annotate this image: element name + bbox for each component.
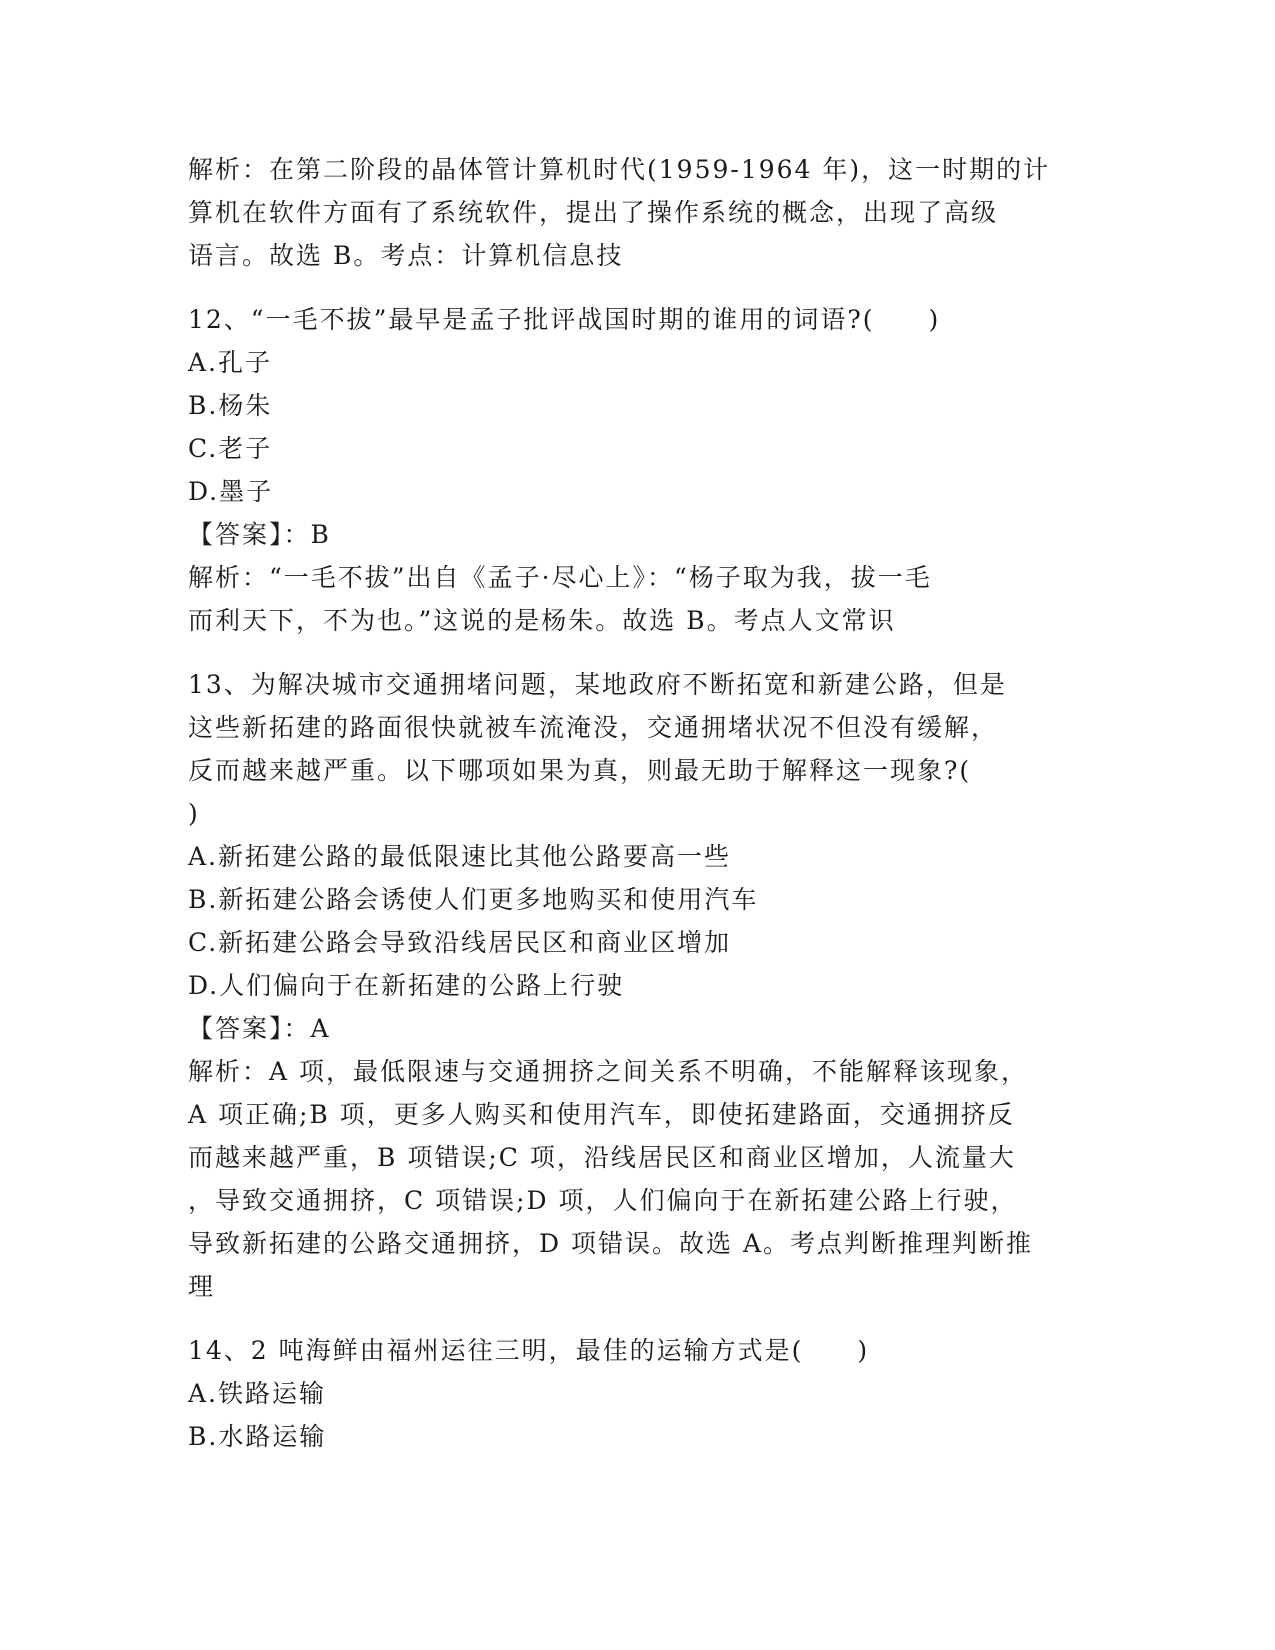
analysis-text: 语言。故选 B。考点：计算机信息技 [188,241,624,270]
option-b: B.水路运输 [188,1422,327,1451]
question-text: 12、“一毛不拔”最早是孟子批评战国时期的谁用的词语?( ) [188,305,941,334]
analysis-text: ，导致交通拥挤，C 项错误;D 项，人们偏向于在新拓建公路上行驶， [188,1186,1018,1215]
analysis-text: 算机在软件方面有了系统软件，提出了操作系统的概念，出现了高级 [188,198,999,227]
option-a: A.新拓建公路的最低限速比其他公路要高一些 [188,842,732,871]
question-14-block [188,1329,1088,1458]
answer-text: 【答案】：B [188,520,331,549]
question-text: 反而越来越严重。以下哪项如果为真，则最无助于解释这一现象?( [188,756,972,785]
question-13-block [188,663,1088,1308]
q11-analysis-block [188,148,1088,277]
answer-text: 【答案】：A [188,1014,331,1043]
analysis-text: 而越来越严重，B 项错误;C 项，沿线居民区和商业区增加，人流量大 [188,1143,1016,1172]
option-d: D.墨子 [188,477,274,506]
option-d: D.人们偏向于在新拓建的公路上行驶 [188,971,625,1000]
question-12-block [188,298,1088,642]
analysis-text: A 项正确;B 项，更多人购买和使用汽车，即使拓建路面，交通拥挤反 [188,1100,1015,1129]
option-a: A.铁路运输 [188,1379,327,1408]
analysis-text: 解析：“一毛不拔”出自《孟子·尽心上》：“杨子取为我，拔一毛 [188,563,932,592]
question-text: 13、为解决城市交通拥堵问题，某地政府不断拓宽和新建公路，但是 [188,670,1007,699]
analysis-text: 理 [188,1272,216,1301]
question-text: 这些新拓建的路面很快就被车流淹没，交通拥堵状况不但没有缓解， [188,713,999,742]
analysis-text: 解析：在第二阶段的晶体管计算机时代(1959-1964 年)，这一时期的计 [188,155,1051,184]
analysis-text: 导致新拓建的公路交通拥挤，D 项错误。故选 A。考点判断推理判断推 [188,1229,1033,1258]
option-a: A.孔子 [188,348,273,377]
option-c: C.新拓建公路会导致沿线居民区和商业区增加 [188,928,732,957]
option-b: B.新拓建公路会诱使人们更多地购买和使用汽车 [188,885,759,914]
question-text: 14、2 吨海鲜由福州运往三明，最佳的运输方式是( ) [188,1336,870,1365]
analysis-text: 而利天下，不为也。”这说的是杨朱。故选 B。考点人文常识 [188,606,896,635]
option-b: B.杨朱 [188,391,273,420]
document-page [188,148,1088,1458]
analysis-text: 解析：A 项，最低限速与交通拥挤之间关系不明确，不能解释该现象， [188,1057,1029,1086]
option-c: C.老子 [188,434,273,463]
question-text: ) [188,799,200,828]
